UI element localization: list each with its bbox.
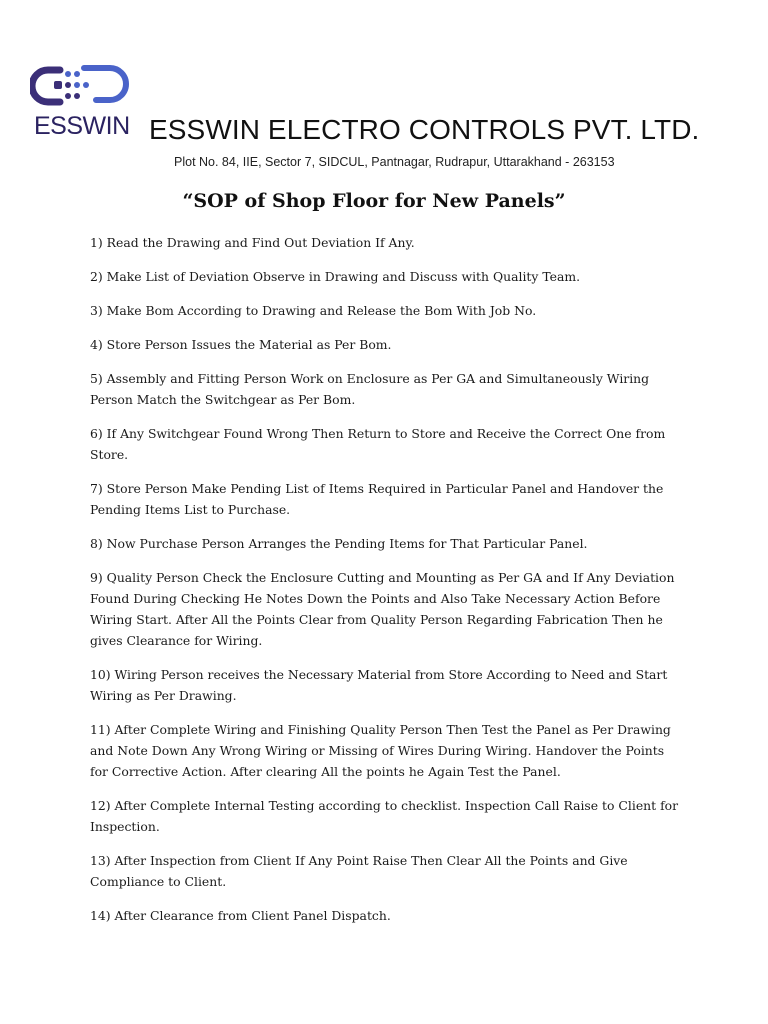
sop-step: 8) Now Purchase Person Arranges the Pending Items for That Particular Panel. xyxy=(90,536,588,551)
sop-step: 2) Make List of Deviation Observe in Drawing and Discuss with Quality Team. xyxy=(90,269,581,284)
sop-step: 1) Read the Drawing and Find Out Deviation If Any. xyxy=(90,235,415,250)
sop-step: 4) Store Person Issues the Material as Per Bom. xyxy=(90,337,392,352)
sop-step: 6) If Any Switchgear Found Wrong Then Return to Store and Receive the Correct One from Store. xyxy=(90,426,666,462)
sop-step: 9) Quality Person Check the Enclosure Cutting and Mounting as Per GA and If Any Deviation Found During Checking He Notes Down the Points and Also Take Necessary Action Before Wiring Start. After All the Points Clear from Quality Person Regarding Fabrication Then he gives Clearance for Wiring. xyxy=(90,570,675,648)
sop-step: 10) Wiring Person receives the Necessary Material from Store According to Need and Start Wiring as Per Drawing. xyxy=(90,667,668,703)
sop-step: 12) After Complete Internal Testing according to checklist. Inspection Call Raise to Client for Inspection. xyxy=(90,798,679,834)
sop-step: 3) Make Bom According to Drawing and Release the Bom With Job No. xyxy=(90,303,537,318)
company-name: ESSWIN ELECTRO CONTROLS PVT. LTD. xyxy=(149,114,700,145)
document-title: “SOP of Shop Floor for New Panels” xyxy=(182,190,566,212)
sop-step: 14) After Clearance from Client Panel Dispatch. xyxy=(90,908,391,923)
sop-steps-list xyxy=(90,232,680,939)
sop-step: 7) Store Person Make Pending List of Items Required in Particular Panel and Handover the Pending Items List to Purchase. xyxy=(90,481,664,517)
sop-step: 13) After Inspection from Client If Any Point Raise Then Clear All the Points and Give Compliance to Client. xyxy=(90,853,628,889)
company-logo xyxy=(30,64,130,146)
company-address: Plot No. 84, IIE, Sector 7, SIDCUL, Pantnagar, Rudrapur, Uttarakhand - 263153 xyxy=(174,155,615,169)
sop-step: 11) After Complete Wiring and Finishing Quality Person Then Test the Panel as Per Drawing and Note Down Any Wrong Wiring or Missing of Wires During Wiring. Handover the Points for Corrective Action. After clearing All the points he Again Test the Panel. xyxy=(90,722,671,779)
logo-text: ESSWIN xyxy=(34,112,130,140)
logo-mark-icon xyxy=(30,64,130,114)
sop-step: 5) Assembly and Fitting Person Work on Enclosure as Per GA and Simultaneously Wiring Person Match the Switchgear as Per Bom. xyxy=(90,371,650,407)
